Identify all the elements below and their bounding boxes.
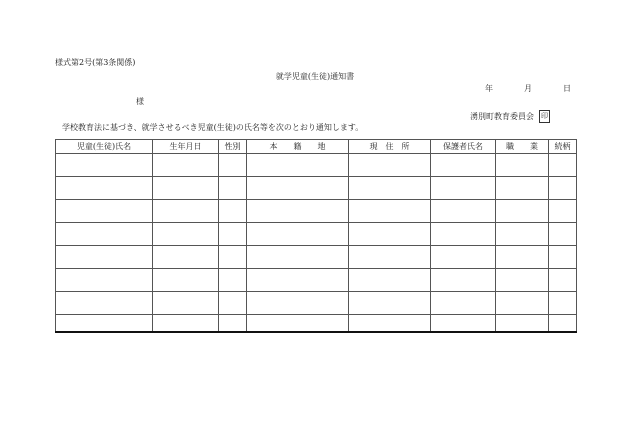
cell-relationship[interactable]: [549, 269, 577, 292]
cell-student-name[interactable]: [56, 269, 153, 292]
issuer-block: [470, 110, 550, 123]
cell-occupation[interactable]: [496, 154, 549, 177]
cell-current-address[interactable]: [349, 154, 431, 177]
cell-occupation[interactable]: [496, 269, 549, 292]
cell-current-address[interactable]: [349, 292, 431, 315]
table-row: [56, 269, 577, 292]
column-header-birthdate: 生年月日: [153, 140, 219, 154]
cell-registered-domicile[interactable]: [247, 154, 349, 177]
cell-relationship[interactable]: [549, 177, 577, 200]
cell-current-address[interactable]: [349, 246, 431, 269]
cell-relationship[interactable]: [549, 223, 577, 246]
cell-birthdate[interactable]: [153, 246, 219, 269]
column-header-registered-domicile: 本 籍 地: [247, 140, 349, 154]
notice-body-text: 学校教育法に基づき、就学させるべき児童(生徒)の氏名等を次のとおり通知します。: [62, 123, 364, 132]
table-header-row: [56, 140, 577, 154]
issuer-name: 湧別町教育委員会: [470, 111, 534, 121]
student-notification-table: [55, 139, 577, 333]
cell-birthdate[interactable]: [153, 154, 219, 177]
cell-registered-domicile[interactable]: [247, 200, 349, 223]
column-header-gender: 性別: [219, 140, 247, 154]
table-row: [56, 246, 577, 269]
cell-gender[interactable]: [219, 200, 247, 223]
cell-occupation[interactable]: [496, 200, 549, 223]
cell-relationship[interactable]: [549, 246, 577, 269]
cell-occupation[interactable]: [496, 292, 549, 315]
cell-registered-domicile[interactable]: [247, 269, 349, 292]
cell-relationship[interactable]: [549, 292, 577, 315]
cell-student-name[interactable]: [56, 292, 153, 315]
column-header-guardian-name: 保護者氏名: [431, 140, 496, 154]
cell-gender[interactable]: [219, 154, 247, 177]
document-title: 就学児童(生徒)通知書: [275, 72, 355, 81]
cell-current-address[interactable]: [349, 223, 431, 246]
cell-birthdate[interactable]: [153, 315, 219, 332]
cell-birthdate[interactable]: [153, 269, 219, 292]
cell-registered-domicile[interactable]: [247, 292, 349, 315]
seal-box: 印: [539, 110, 550, 123]
table-row: [56, 315, 577, 332]
cell-occupation[interactable]: [496, 246, 549, 269]
cell-student-name[interactable]: [56, 223, 153, 246]
recipient-suffix: 様: [136, 97, 144, 106]
cell-guardian-name[interactable]: [431, 154, 496, 177]
cell-guardian-name[interactable]: [431, 269, 496, 292]
column-header-occupation: 職 業: [496, 140, 549, 154]
cell-gender[interactable]: [219, 315, 247, 332]
table-row: [56, 223, 577, 246]
cell-current-address[interactable]: [349, 315, 431, 332]
cell-student-name[interactable]: [56, 154, 153, 177]
cell-birthdate[interactable]: [153, 292, 219, 315]
cell-occupation[interactable]: [496, 177, 549, 200]
cell-current-address[interactable]: [349, 177, 431, 200]
cell-birthdate[interactable]: [153, 200, 219, 223]
cell-occupation[interactable]: [496, 223, 549, 246]
cell-current-address[interactable]: [349, 269, 431, 292]
cell-occupation[interactable]: [496, 315, 549, 332]
cell-gender[interactable]: [219, 223, 247, 246]
cell-student-name[interactable]: [56, 177, 153, 200]
cell-current-address[interactable]: [349, 200, 431, 223]
cell-registered-domicile[interactable]: [247, 177, 349, 200]
cell-student-name[interactable]: [56, 315, 153, 332]
cell-guardian-name[interactable]: [431, 200, 496, 223]
table-row: [56, 292, 577, 315]
cell-registered-domicile[interactable]: [247, 246, 349, 269]
cell-guardian-name[interactable]: [431, 223, 496, 246]
cell-guardian-name[interactable]: [431, 177, 496, 200]
cell-relationship[interactable]: [549, 154, 577, 177]
cell-registered-domicile[interactable]: [247, 315, 349, 332]
table-row: [56, 200, 577, 223]
column-header-current-address: 現 住 所: [349, 140, 431, 154]
date-day-label: 日: [563, 84, 571, 93]
column-header-student-name: 児童(生徒)氏名: [56, 140, 153, 154]
date-year-label: 年: [485, 84, 493, 93]
cell-gender[interactable]: [219, 269, 247, 292]
cell-birthdate[interactable]: [153, 177, 219, 200]
cell-guardian-name[interactable]: [431, 292, 496, 315]
table-row: [56, 177, 577, 200]
cell-registered-domicile[interactable]: [247, 223, 349, 246]
form-number-label: 様式第2号(第3条関係): [55, 58, 136, 67]
cell-gender[interactable]: [219, 292, 247, 315]
cell-gender[interactable]: [219, 177, 247, 200]
cell-birthdate[interactable]: [153, 223, 219, 246]
cell-student-name[interactable]: [56, 200, 153, 223]
column-header-relationship: 続柄: [549, 140, 577, 154]
cell-gender[interactable]: [219, 246, 247, 269]
date-line: [485, 85, 571, 93]
cell-relationship[interactable]: [549, 315, 577, 332]
cell-guardian-name[interactable]: [431, 246, 496, 269]
table-row: [56, 154, 577, 177]
cell-student-name[interactable]: [56, 246, 153, 269]
date-month-label: 月: [524, 84, 532, 93]
cell-guardian-name[interactable]: [431, 315, 496, 332]
cell-relationship[interactable]: [549, 200, 577, 223]
